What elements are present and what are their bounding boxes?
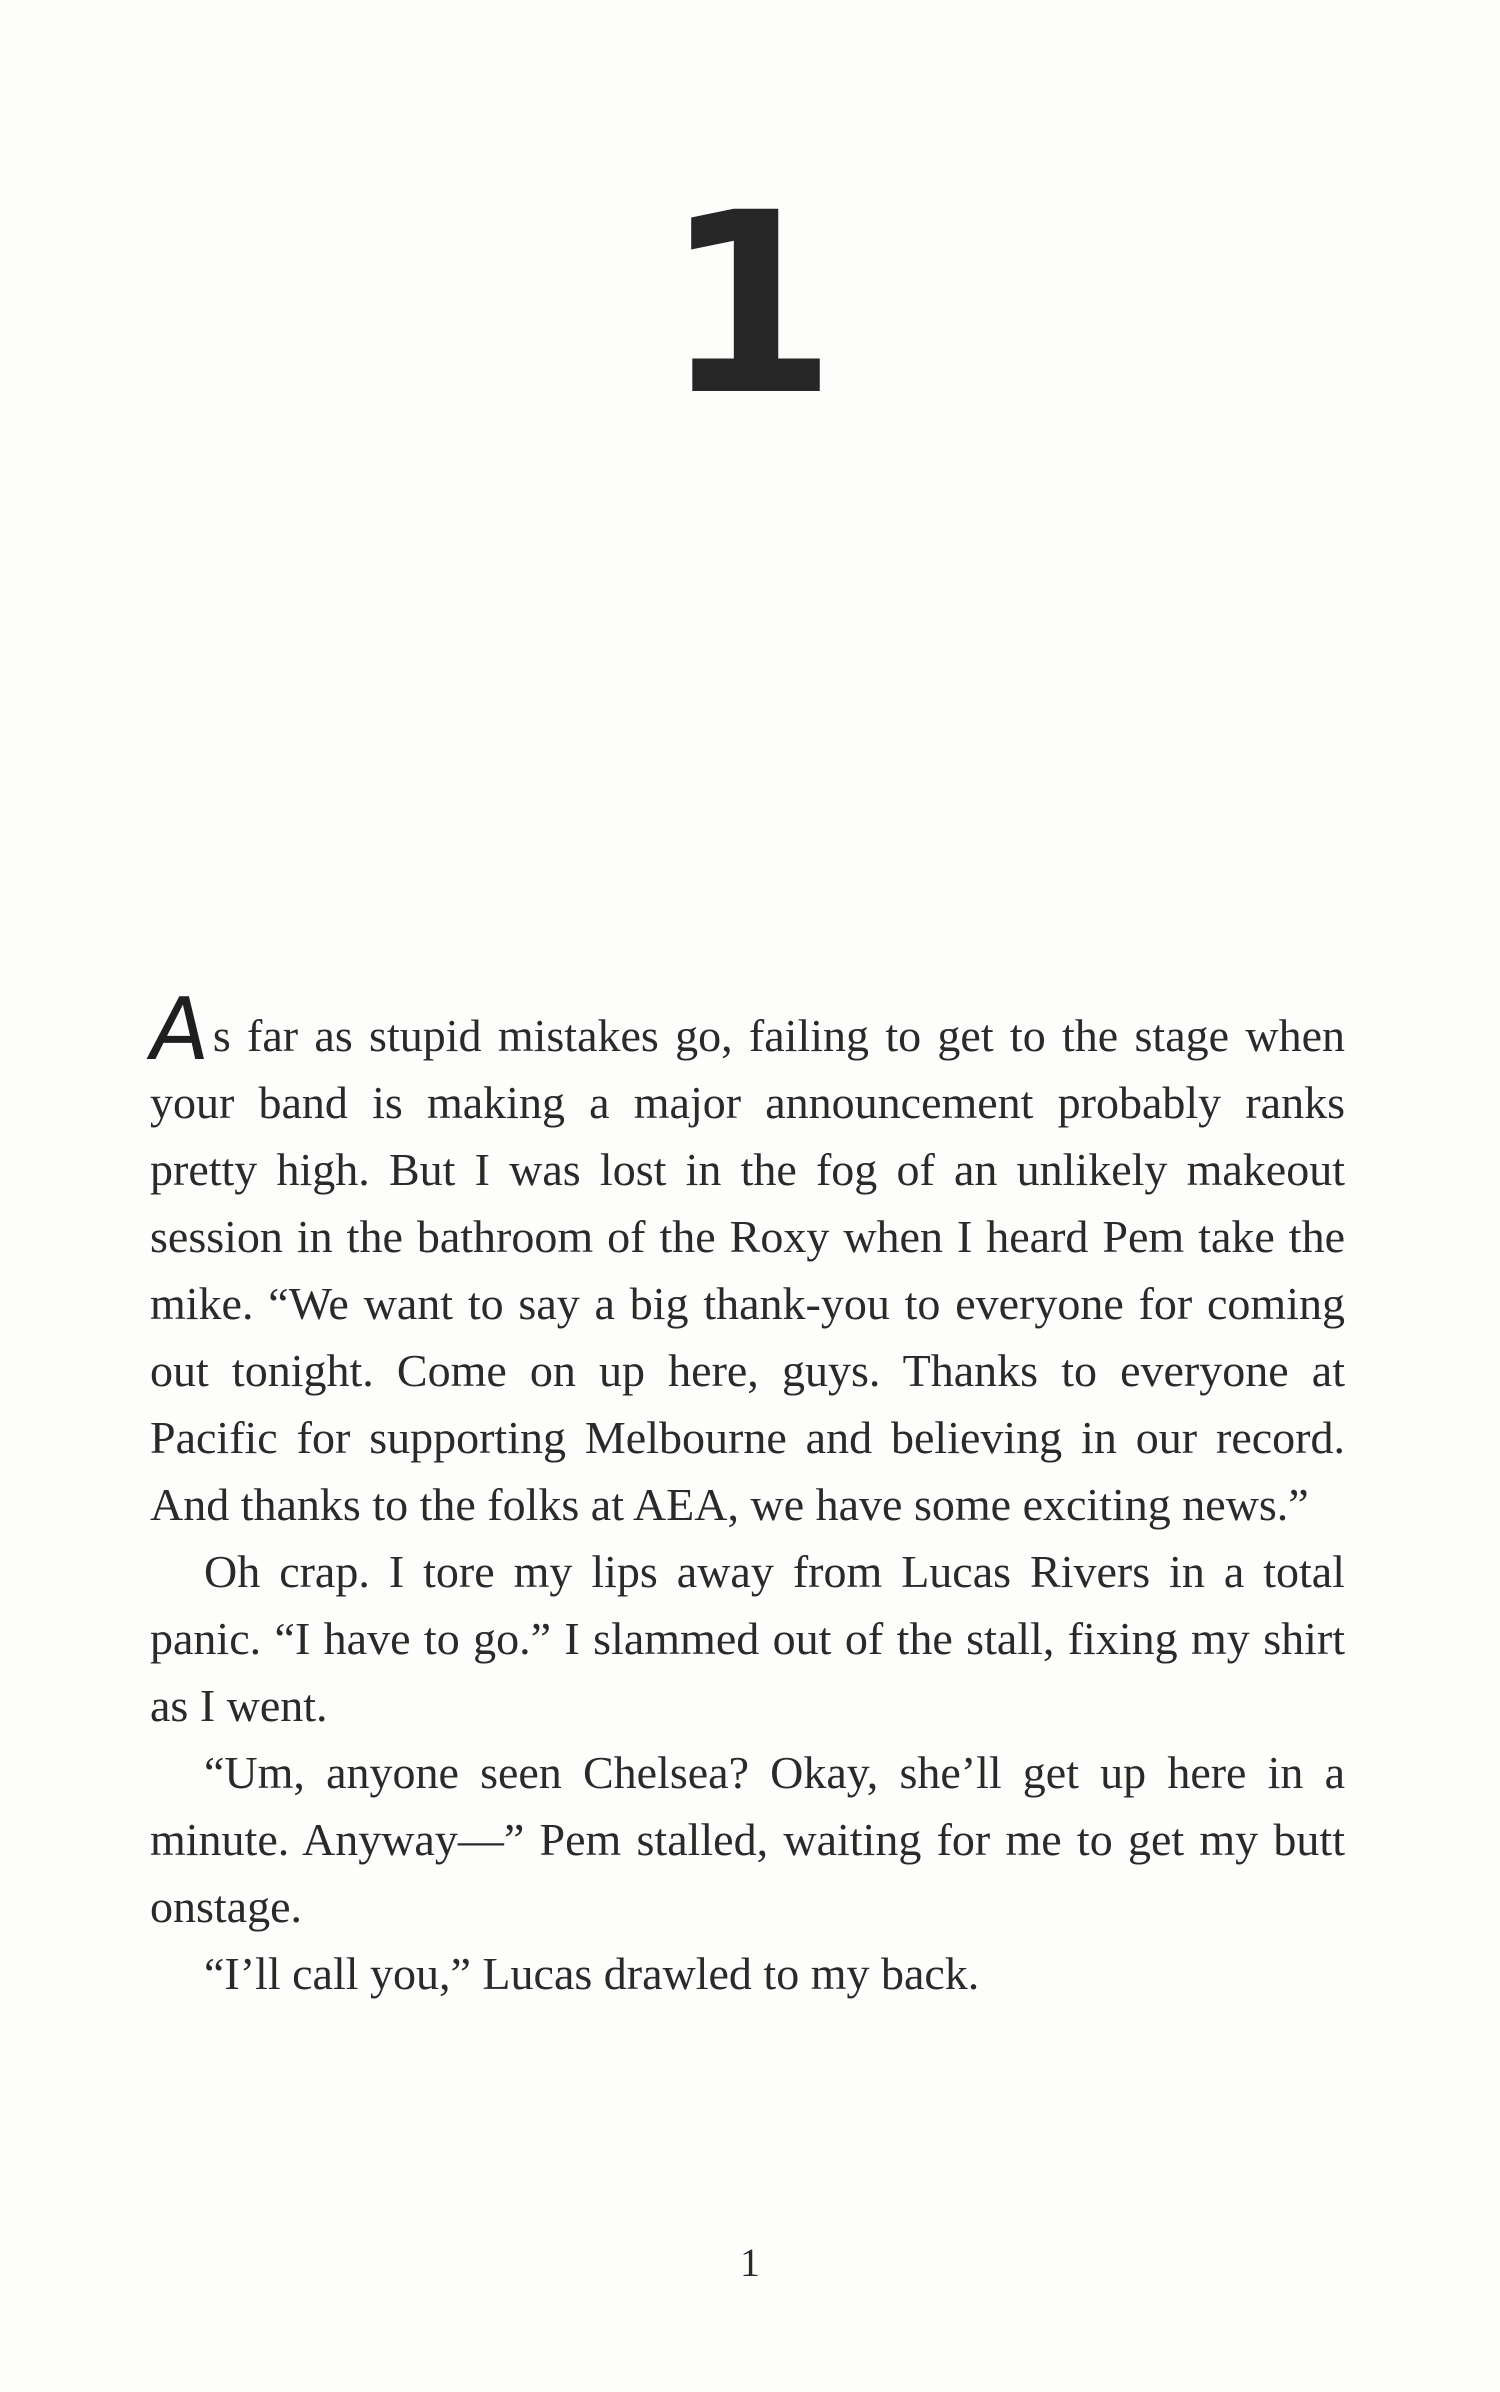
paragraph-2: Oh crap. I tore my lips away from Lucas Rivers in a total panic. “I have to go.” I slammed out of the stall, fixing my shirt as I went. <box>150 1546 1345 1731</box>
paragraph-1-text: s far as stupid mistakes go, failing to get to the stage when your band is making a major announcement probably ranks pretty high. But I was lost in the fog of an unlikely makeout session in the bathroom of the Roxy when I heard Pem take the mike. “We want to say a big thank-you to everyone for coming out tonight. Come on up here, guys. Thanks to everyone at Pacific for supporting Melbourne and believing in our record. And thanks to the folks at AEA, we have some exciting news.” <box>150 1010 1345 1530</box>
page-number: 1 <box>740 2240 760 2285</box>
chapter-number: 1 <box>663 159 837 450</box>
paragraph-4: “I’ll call you,” Lucas drawled to my back. <box>204 1948 980 1999</box>
paragraph-1 <box>142 980 1345 1538</box>
paragraph-3: “Um, anyone seen Chelsea? Okay, she’ll get up here in a minute. Anyway—” Pem stalled, waiting for me to get my butt onstage. <box>150 1747 1345 1932</box>
drop-cap: A <box>142 980 216 1080</box>
chapter-body <box>142 980 1345 2007</box>
